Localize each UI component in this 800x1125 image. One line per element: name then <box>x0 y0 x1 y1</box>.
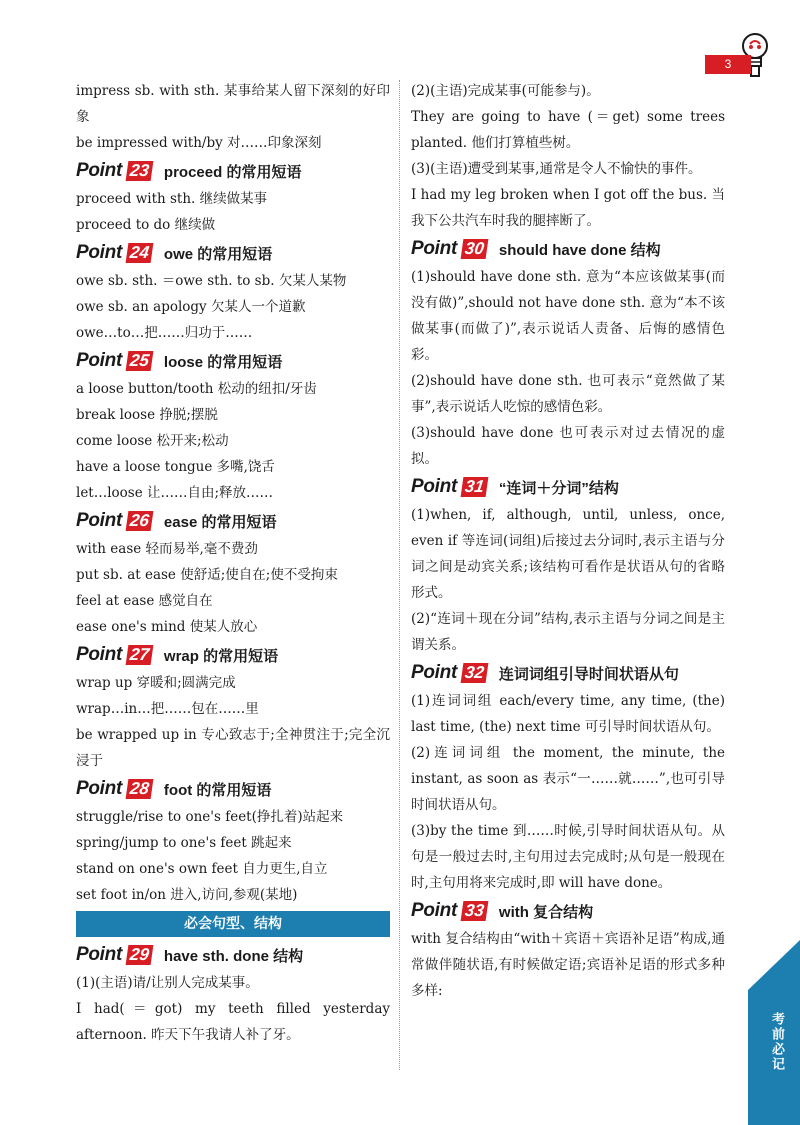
text-line: proceed with sth. 继续做某事 <box>76 191 268 207</box>
text-line: owe sb. an apology 欠某人一个道歉 <box>76 299 306 315</box>
text-line: spring/jump to one's feet 跳起来 <box>76 835 292 851</box>
point-number: 31 <box>461 477 489 497</box>
point-title: proceed 的常用短语 <box>163 163 302 181</box>
point-label: Point <box>411 238 457 259</box>
text-line: wrap…in…把……包在……里 <box>76 701 259 717</box>
point-title: with 复合结构 <box>498 903 594 921</box>
text-line: owe…to…把……归功于…… <box>76 325 253 341</box>
text-line: a loose button/tooth 松动的纽扣/牙齿 <box>76 381 317 397</box>
text-line: with ease 轻而易举,毫不费劲 <box>76 541 258 557</box>
text-line: (1)should have done sth. 意为“本应该做某事(而没有做)”,should not have done sth. 意为“本不该做某事(而做了)”,表示说话人责备、后悔的感情色彩。 <box>411 269 725 363</box>
point-title: wrap 的常用短语 <box>163 647 279 665</box>
point-heading-30 <box>411 234 725 264</box>
point-heading-24 <box>76 238 390 268</box>
text-line: impress sb. with sth. 某事给某人留下深刻的好印象 <box>76 83 390 125</box>
point-number: 32 <box>461 663 489 683</box>
section-heading: 必会句型、结构 <box>76 911 390 937</box>
text-line: (2)连词词组 the moment, the minute, the instant, as soon as 表示“一……就……”,也可引导时间状语从句。 <box>411 745 725 813</box>
point-title: loose 的常用短语 <box>163 353 283 371</box>
point-heading-25 <box>76 346 390 376</box>
point-number: 23 <box>126 161 154 181</box>
text-line: owe sb. sth. ＝owe sth. to sb. 欠某人某物 <box>76 273 347 289</box>
point-number: 33 <box>461 901 489 921</box>
text-line: (3)should have done 也可表示对过去情况的虚拟。 <box>411 425 725 467</box>
point-heading-23 <box>76 156 390 186</box>
text-line: (2)“连词＋现在分词”结构,表示主语与分词之间是主谓关系。 <box>411 611 725 653</box>
side-tab-corner <box>748 940 800 990</box>
point-label: Point <box>76 242 122 263</box>
text-line: ease one's mind 使某人放心 <box>76 619 258 635</box>
point-title: 连词词组引导时间状语从句 <box>498 665 679 683</box>
left-column <box>76 78 390 1048</box>
text-line: (3)by the time 到……时候,引导时间状语从句。从句是一般过去时,主句用过去完成时;从句是一般现在时,主句用将来完成时,即 will have done。 <box>411 823 725 891</box>
point-label: Point <box>76 510 122 531</box>
point-title: owe 的常用短语 <box>163 245 273 263</box>
point-heading-32 <box>411 658 725 688</box>
text-line: struggle/rise to one's feet(挣扎着)站起来 <box>76 809 344 825</box>
point-label: Point <box>411 662 457 683</box>
point-label: Point <box>411 900 457 921</box>
right-column <box>411 78 725 1004</box>
text-line: (3)(主语)遭受到某事,通常是令人不愉快的事件。 <box>411 161 702 177</box>
text-line: They are going to have (＝get) some trees planted. 他们打算植些树。 <box>411 109 725 151</box>
text-line: proceed to do 继续做 <box>76 217 216 233</box>
side-tab <box>748 990 800 1125</box>
text-line: with 复合结构由“with＋宾语＋宾语补足语”构成,通常做伴随状语,有时候做定语;宾语补足语的形式多种多样: <box>411 931 725 999</box>
point-label: Point <box>76 944 122 965</box>
text-line: be impressed with/by 对……印象深刻 <box>76 135 322 151</box>
page-number: 3 <box>705 55 751 74</box>
text-line: (1)连词词组 each/every time, any time, (the) last time, (the) next time 可引导时间状语从句。 <box>411 693 725 735</box>
point-label: Point <box>76 644 122 665</box>
point-number: 28 <box>126 779 154 799</box>
point-title: ease 的常用短语 <box>163 513 277 531</box>
point-label: Point <box>76 778 122 799</box>
text-line: I had(＝got) my teeth filled yesterday afternoon. 昨天下午我请人补了牙。 <box>76 1001 390 1043</box>
point-number: 30 <box>461 239 489 259</box>
text-line: stand on one's own feet 自力更生,自立 <box>76 861 328 877</box>
text-line: come loose 松开来;松动 <box>76 433 229 449</box>
text-line: have a loose tongue 多嘴,饶舌 <box>76 459 275 475</box>
point-number: 24 <box>126 243 154 263</box>
point-label: Point <box>411 476 457 497</box>
text-line: (1)(主语)请/让别人完成某事。 <box>76 975 259 991</box>
text-line: (1)when, if, although, until, unless, once, even if 等连词(词组)后接过去分词时,表示主语与分词之间是动宾关系;该结构可看作是状语从句的省略形式。 <box>411 507 725 601</box>
point-number: 25 <box>126 351 154 371</box>
text-line: break loose 挣脱;摆脱 <box>76 407 218 423</box>
point-heading-26 <box>76 506 390 536</box>
text-line: feel at ease 感觉自在 <box>76 593 213 609</box>
text-line: let…loose 让……自由;释放…… <box>76 485 274 501</box>
point-heading-27 <box>76 640 390 670</box>
side-tab-label: 考前必记 <box>769 1012 784 1072</box>
point-label: Point <box>76 160 122 181</box>
text-line: wrap up 穿暖和;圆满完成 <box>76 675 236 691</box>
text-line: be wrapped up in 专心致志于;全神贯注于;完全沉浸于 <box>76 727 390 769</box>
point-heading-33 <box>411 896 725 926</box>
point-number: 26 <box>126 511 154 531</box>
point-title: “连词＋分词”结构 <box>498 479 619 497</box>
text-line: (2)(主语)完成某事(可能参与)。 <box>411 83 600 99</box>
text-line: (2)should have done sth. 也可表示“竟然做了某事”,表示说话人吃惊的感情色彩。 <box>411 373 725 415</box>
text-line: put sb. at ease 使舒适;使自在;使不受拘束 <box>76 567 338 583</box>
point-number: 29 <box>126 945 154 965</box>
point-title: foot 的常用短语 <box>163 781 272 799</box>
point-title: should have done 结构 <box>498 241 661 259</box>
text-line: I had my leg broken when I got off the bus. 当我下公共汽车时我的腿摔断了。 <box>411 187 725 229</box>
column-divider <box>399 80 400 1070</box>
point-number: 27 <box>126 645 154 665</box>
point-label: Point <box>76 350 122 371</box>
point-heading-29 <box>76 940 390 970</box>
text-line: set foot in/on 进入,访问,参观(某地) <box>76 887 298 903</box>
point-heading-31 <box>411 472 725 502</box>
point-heading-28 <box>76 774 390 804</box>
point-title: have sth. done 结构 <box>163 947 304 965</box>
